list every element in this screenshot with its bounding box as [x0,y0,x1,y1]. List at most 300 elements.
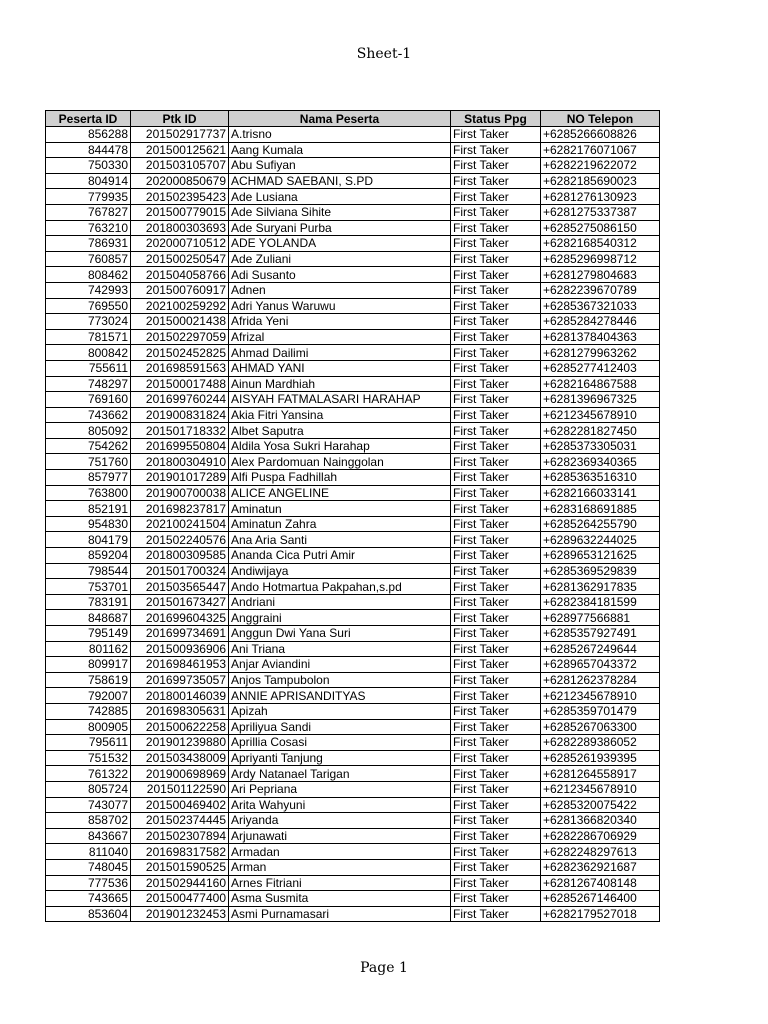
nama-peserta-cell: Akia Fitri Yansina [229,407,451,423]
status-ppg-cell: First Taker [451,875,541,891]
nama-peserta-cell: Ahmad Dailimi [229,345,451,361]
nama-peserta-cell: Ade Suryani Purba [229,220,451,236]
status-ppg-cell: First Taker [451,204,541,220]
no-telepon-cell: +6281275337387 [541,204,660,220]
peserta-id-cell: 751760 [46,454,131,470]
ptk-id-cell: 201504058766 [131,267,229,283]
table-row [46,688,660,704]
nama-peserta-cell: Aminatun [229,501,451,517]
ptk-id-cell: 201901239880 [131,735,229,751]
status-ppg-cell: First Taker [451,173,541,189]
peserta-id-cell: 748297 [46,376,131,392]
nama-peserta-cell: Aminatun Zahra [229,516,451,532]
status-ppg-cell: First Taker [451,251,541,267]
table-row [46,314,660,330]
nama-peserta-cell: Arita Wahyuni [229,797,451,813]
table-row [46,875,660,891]
no-telepon-cell: +6281276130923 [541,189,660,205]
column-header-ptk-id: Ptk ID [131,111,229,127]
ptk-id-cell: 201900698969 [131,766,229,782]
status-ppg-cell: First Taker [451,158,541,174]
peserta-id-cell: 852191 [46,501,131,517]
status-ppg-cell: First Taker [451,329,541,345]
status-ppg-cell: First Taker [451,672,541,688]
table-row [46,220,660,236]
no-telepon-cell: +6282185690023 [541,173,660,189]
table-row [46,236,660,252]
table-row [46,813,660,829]
column-header-peserta-id: Peserta ID [46,111,131,127]
ptk-id-cell: 201502374445 [131,813,229,829]
ptk-id-cell: 201698237817 [131,501,229,517]
no-telepon-cell: +6289653121625 [541,548,660,564]
no-telepon-cell: +6281362917835 [541,579,660,595]
no-telepon-cell: +6285267063300 [541,719,660,735]
peserta-id-cell: 761322 [46,766,131,782]
status-ppg-cell: First Taker [451,485,541,501]
nama-peserta-cell: Aang Kumala [229,142,451,158]
table-row [46,797,660,813]
page-number: Page 1 [360,960,408,976]
no-telepon-cell: +6282176071067 [541,142,660,158]
ptk-id-cell: 201500622258 [131,719,229,735]
status-ppg-cell: First Taker [451,859,541,875]
ptk-id-cell: 201800309585 [131,548,229,564]
ptk-id-cell: 201698317582 [131,844,229,860]
ptk-id-cell: 201501673427 [131,594,229,610]
no-telepon-cell: +6285267146400 [541,891,660,907]
peserta-id-cell: 755611 [46,360,131,376]
nama-peserta-cell: Adri Yanus Waruwu [229,298,451,314]
table-row [46,438,660,454]
status-ppg-cell: First Taker [451,345,541,361]
status-ppg-cell: First Taker [451,438,541,454]
peserta-id-cell: 751532 [46,750,131,766]
column-header-status-ppg: Status Ppg [451,111,541,127]
ptk-id-cell: 201500250547 [131,251,229,267]
nama-peserta-cell: Ade Zuliani [229,251,451,267]
no-telepon-cell: +6281264558917 [541,766,660,782]
no-telepon-cell: +6285320075422 [541,797,660,813]
no-telepon-cell: +6281366820340 [541,813,660,829]
no-telepon-cell: +6282166033141 [541,485,660,501]
ptk-id-cell: 201500760917 [131,282,229,298]
peserta-id-cell: 798544 [46,563,131,579]
table-row [46,548,660,564]
ptk-id-cell: 201800303693 [131,220,229,236]
nama-peserta-cell: ACHMAD SAEBANI, S.PD [229,173,451,189]
nama-peserta-cell: ALICE ANGELINE [229,485,451,501]
no-telepon-cell: +6283168691885 [541,501,660,517]
peserta-id-cell: 804179 [46,532,131,548]
status-ppg-cell: First Taker [451,703,541,719]
nama-peserta-cell: Abu Sufiyan [229,158,451,174]
ptk-id-cell: 201900831824 [131,407,229,423]
table-row [46,766,660,782]
table-row [46,470,660,486]
status-ppg-cell: First Taker [451,501,541,517]
column-header-nama-peserta: Nama Peserta [229,111,451,127]
no-telepon-cell: +6282239670789 [541,282,660,298]
peserta-id-cell: 792007 [46,688,131,704]
status-ppg-cell: First Taker [451,189,541,205]
status-ppg-cell: First Taker [451,516,541,532]
nama-peserta-cell: Asmi Purnamasari [229,906,451,922]
ptk-id-cell: 201698461953 [131,657,229,673]
ptk-id-cell: 201900700038 [131,485,229,501]
no-telepon-cell: +6282179527018 [541,906,660,922]
peserta-id-cell: 795149 [46,626,131,642]
no-telepon-cell: +628977566881 [541,610,660,626]
ptk-id-cell: 201501718332 [131,423,229,439]
no-telepon-cell: +6285367321033 [541,298,660,314]
ptk-id-cell: 201500021438 [131,314,229,330]
peserta-id-cell: 857977 [46,470,131,486]
status-ppg-cell: First Taker [451,563,541,579]
no-telepon-cell: +6282384181599 [541,594,660,610]
table-row [46,610,660,626]
nama-peserta-cell: Apriliyua Sandi [229,719,451,735]
status-ppg-cell: First Taker [451,360,541,376]
table-row [46,735,660,751]
peserta-id-cell: 805724 [46,781,131,797]
peserta-id-cell: 769550 [46,298,131,314]
status-ppg-cell: First Taker [451,423,541,439]
status-ppg-cell: First Taker [451,548,541,564]
ptk-id-cell: 201500125621 [131,142,229,158]
nama-peserta-cell: Albet Saputra [229,423,451,439]
no-telepon-cell: +6285369529839 [541,563,660,579]
no-telepon-cell: +6289632244025 [541,532,660,548]
nama-peserta-cell: Adnen [229,282,451,298]
sheet-title: Sheet-1 [356,46,412,62]
table-row [46,859,660,875]
ptk-id-cell: 202000710512 [131,236,229,252]
no-telepon-cell: +6282281827450 [541,423,660,439]
table-row [46,672,660,688]
table-row [46,251,660,267]
nama-peserta-cell: Anggraini [229,610,451,626]
ptk-id-cell: 201500936906 [131,641,229,657]
nama-peserta-cell: Asma Susmita [229,891,451,907]
ptk-id-cell: 201500017488 [131,376,229,392]
participants-table [45,110,660,922]
table-row [46,158,660,174]
status-ppg-cell: First Taker [451,142,541,158]
table-row [46,360,660,376]
peserta-id-cell: 954830 [46,516,131,532]
peserta-id-cell: 748045 [46,859,131,875]
status-ppg-cell: First Taker [451,407,541,423]
nama-peserta-cell: Arnes Fitriani [229,875,451,891]
nama-peserta-cell: Ananda Cica Putri Amir [229,548,451,564]
ptk-id-cell: 201800146039 [131,688,229,704]
ptk-id-cell: 201502297059 [131,329,229,345]
table-row [46,329,660,345]
table-row [46,454,660,470]
status-ppg-cell: First Taker [451,470,541,486]
ptk-id-cell: 201699550804 [131,438,229,454]
table-row [46,594,660,610]
table-row [46,282,660,298]
table-row [46,173,660,189]
ptk-id-cell: 201699760244 [131,392,229,408]
peserta-id-cell: 856288 [46,127,131,143]
table-row [46,204,660,220]
nama-peserta-cell: Andriani [229,594,451,610]
no-telepon-cell: +6285266608826 [541,127,660,143]
peserta-id-cell: 777536 [46,875,131,891]
status-ppg-cell: First Taker [451,828,541,844]
peserta-id-cell: 773024 [46,314,131,330]
status-ppg-cell: First Taker [451,813,541,829]
peserta-id-cell: 779935 [46,189,131,205]
table-row [46,626,660,642]
peserta-id-cell: 805092 [46,423,131,439]
peserta-id-cell: 760857 [46,251,131,267]
nama-peserta-cell: Adi Susanto [229,267,451,283]
peserta-id-cell: 783191 [46,594,131,610]
status-ppg-cell: First Taker [451,719,541,735]
peserta-id-cell: 786931 [46,236,131,252]
no-telepon-cell: +6282362921687 [541,859,660,875]
peserta-id-cell: 781571 [46,329,131,345]
status-ppg-cell: First Taker [451,891,541,907]
status-ppg-cell: First Taker [451,641,541,657]
ptk-id-cell: 201500477400 [131,891,229,907]
peserta-id-cell: 809917 [46,657,131,673]
nama-peserta-cell: A.trisno [229,127,451,143]
ptk-id-cell: 202100259292 [131,298,229,314]
status-ppg-cell: First Taker [451,267,541,283]
ptk-id-cell: 201501700324 [131,563,229,579]
status-ppg-cell: First Taker [451,657,541,673]
no-telepon-cell: +6282164867588 [541,376,660,392]
table-row [46,142,660,158]
table-row [46,407,660,423]
nama-peserta-cell: Apizah [229,703,451,719]
ptk-id-cell: 201501590525 [131,859,229,875]
ptk-id-cell: 201503438009 [131,750,229,766]
nama-peserta-cell: Apriyanti Tanjung [229,750,451,766]
peserta-id-cell: 859204 [46,548,131,564]
no-telepon-cell: +6285363516310 [541,470,660,486]
ptk-id-cell: 201901232453 [131,906,229,922]
status-ppg-cell: First Taker [451,532,541,548]
table-row [46,392,660,408]
no-telepon-cell: +6285277412403 [541,360,660,376]
nama-peserta-cell: Aprillia Cosasi [229,735,451,751]
ptk-id-cell: 202000850679 [131,173,229,189]
table-row [46,516,660,532]
peserta-id-cell: 763210 [46,220,131,236]
no-telepon-cell: +6285267249644 [541,641,660,657]
status-ppg-cell: First Taker [451,314,541,330]
ptk-id-cell: 201502944160 [131,875,229,891]
table-row [46,267,660,283]
nama-peserta-cell: Anjos Tampubolon [229,672,451,688]
nama-peserta-cell: Ariyanda [229,813,451,829]
nama-peserta-cell: Afrizal [229,329,451,345]
nama-peserta-cell: Anjar Aviandini [229,657,451,673]
table-row [46,579,660,595]
status-ppg-cell: First Taker [451,844,541,860]
nama-peserta-cell: Arjunawati [229,828,451,844]
no-telepon-cell: +6285357927491 [541,626,660,642]
table-row [46,345,660,361]
table-row [46,750,660,766]
status-ppg-cell: First Taker [451,579,541,595]
nama-peserta-cell: Ardy Natanael Tarigan [229,766,451,782]
nama-peserta-cell: Ari Pepriana [229,781,451,797]
table-row [46,906,660,922]
peserta-id-cell: 742885 [46,703,131,719]
status-ppg-cell: First Taker [451,750,541,766]
table-row [46,719,660,735]
peserta-id-cell: 843667 [46,828,131,844]
peserta-id-cell: 804914 [46,173,131,189]
no-telepon-cell: +6281262378284 [541,672,660,688]
no-telepon-cell: +6289657043372 [541,657,660,673]
no-telepon-cell: +6285359701479 [541,703,660,719]
no-telepon-cell: +6282248297613 [541,844,660,860]
status-ppg-cell: First Taker [451,594,541,610]
ptk-id-cell: 201500779015 [131,204,229,220]
ptk-id-cell: 201502240576 [131,532,229,548]
nama-peserta-cell: ANNIE APRISANDITYAS [229,688,451,704]
table-row [46,828,660,844]
status-ppg-cell: First Taker [451,376,541,392]
nama-peserta-cell: Ani Triana [229,641,451,657]
no-telepon-cell: +6285275086150 [541,220,660,236]
table-row [46,189,660,205]
peserta-id-cell: 763800 [46,485,131,501]
nama-peserta-cell: Ana Aria Santi [229,532,451,548]
nama-peserta-cell: Ade Lusiana [229,189,451,205]
ptk-id-cell: 201901017289 [131,470,229,486]
no-telepon-cell: +6212345678910 [541,407,660,423]
table-row [46,298,660,314]
table-row [46,641,660,657]
peserta-id-cell: 800842 [46,345,131,361]
nama-peserta-cell: AISYAH FATMALASARI HARAHAP [229,392,451,408]
table-row [46,781,660,797]
ptk-id-cell: 201502452825 [131,345,229,361]
peserta-id-cell: 754262 [46,438,131,454]
table-row [46,532,660,548]
nama-peserta-cell: Armadan [229,844,451,860]
table-row [46,127,660,143]
no-telepon-cell: +6281279963262 [541,345,660,361]
peserta-id-cell: 800905 [46,719,131,735]
nama-peserta-cell: Andiwijaya [229,563,451,579]
peserta-id-cell: 801162 [46,641,131,657]
no-telepon-cell: +6212345678910 [541,688,660,704]
status-ppg-cell: First Taker [451,735,541,751]
no-telepon-cell: +6212345678910 [541,781,660,797]
ptk-id-cell: 201502307894 [131,828,229,844]
ptk-id-cell: 201502395423 [131,189,229,205]
ptk-id-cell: 201501122590 [131,781,229,797]
no-telepon-cell: +6281396967325 [541,392,660,408]
peserta-id-cell: 742993 [46,282,131,298]
nama-peserta-cell: ADE YOLANDA [229,236,451,252]
peserta-id-cell: 858702 [46,813,131,829]
ptk-id-cell: 201698305631 [131,703,229,719]
peserta-id-cell: 743662 [46,407,131,423]
status-ppg-cell: First Taker [451,781,541,797]
nama-peserta-cell: Arman [229,859,451,875]
status-ppg-cell: First Taker [451,797,541,813]
ptk-id-cell: 201503105707 [131,158,229,174]
ptk-id-cell: 202100241504 [131,516,229,532]
table-row [46,501,660,517]
no-telepon-cell: +6282286706929 [541,828,660,844]
ptk-id-cell: 201502917737 [131,127,229,143]
nama-peserta-cell: Alfi Puspa Fadhillah [229,470,451,486]
nama-peserta-cell: Afrida Yeni [229,314,451,330]
peserta-id-cell: 795611 [46,735,131,751]
table-row [46,423,660,439]
no-telepon-cell: +6282369340365 [541,454,660,470]
no-telepon-cell: +6281378404363 [541,329,660,345]
status-ppg-cell: First Taker [451,282,541,298]
nama-peserta-cell: Alex Pardomuan Nainggolan [229,454,451,470]
ptk-id-cell: 201698591563 [131,360,229,376]
peserta-id-cell: 808462 [46,267,131,283]
no-telepon-cell: +6282168540312 [541,236,660,252]
status-ppg-cell: First Taker [451,127,541,143]
status-ppg-cell: First Taker [451,688,541,704]
table-row [46,376,660,392]
peserta-id-cell: 769160 [46,392,131,408]
nama-peserta-cell: AHMAD YANI [229,360,451,376]
nama-peserta-cell: Ando Hotmartua Pakpahan,s.pd [229,579,451,595]
table-row [46,485,660,501]
no-telepon-cell: +6285373305031 [541,438,660,454]
no-telepon-cell: +6285284278446 [541,314,660,330]
status-ppg-cell: First Taker [451,906,541,922]
table-row [46,891,660,907]
no-telepon-cell: +6282219622072 [541,158,660,174]
peserta-id-cell: 844478 [46,142,131,158]
ptk-id-cell: 201503565447 [131,579,229,595]
peserta-id-cell: 743077 [46,797,131,813]
peserta-id-cell: 750330 [46,158,131,174]
ptk-id-cell: 201800304910 [131,454,229,470]
table-row [46,563,660,579]
peserta-id-cell: 811040 [46,844,131,860]
status-ppg-cell: First Taker [451,392,541,408]
ptk-id-cell: 201699604325 [131,610,229,626]
no-telepon-cell: +6281267408148 [541,875,660,891]
peserta-id-cell: 848687 [46,610,131,626]
nama-peserta-cell: Aldila Yosa Sukri Harahap [229,438,451,454]
table-row [46,703,660,719]
nama-peserta-cell: Ainun Mardhiah [229,376,451,392]
no-telepon-cell: +6285264255790 [541,516,660,532]
no-telepon-cell: +6282289386052 [541,735,660,751]
peserta-id-cell: 853604 [46,906,131,922]
peserta-id-cell: 767827 [46,204,131,220]
status-ppg-cell: First Taker [451,298,541,314]
status-ppg-cell: First Taker [451,610,541,626]
ptk-id-cell: 201699734691 [131,626,229,642]
ptk-id-cell: 201500469402 [131,797,229,813]
peserta-id-cell: 758619 [46,672,131,688]
no-telepon-cell: +6281279804683 [541,267,660,283]
status-ppg-cell: First Taker [451,236,541,252]
